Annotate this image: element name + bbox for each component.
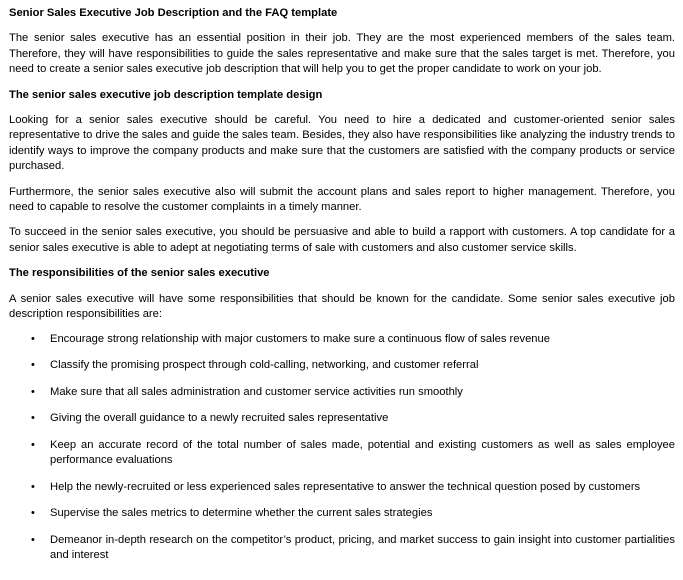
list-item: • Keep an accurate record of the total number of sales made, potential and existing customers as well as sales employee performance evaluations xyxy=(9,438,675,469)
document-title: Senior Sales Executive Job Description and the FAQ template xyxy=(9,7,338,19)
list-item: • Classify the promising prospect through cold-calling, networking, and customer referral xyxy=(9,358,675,373)
list-item: • Supervise the sales metrics to determine whether the current sales strategies xyxy=(9,506,675,521)
responsibilities-list xyxy=(9,332,675,564)
list-item: • Demeanor in-depth research on the competitor’s product, pricing, and market success to gain insight into customer partialities and interest xyxy=(9,533,675,564)
list-item: • Make sure that all sales administration and customer service activities run smoothly xyxy=(9,385,675,400)
list-item: • Encourage strong relationship with major customers to make sure a continuous flow of sales revenue xyxy=(9,332,675,347)
paragraph-furthermore: Furthermore, the senior sales executive also will submit the account plans and sales report to higher management. Therefore, you need to capable to resolve the customer complaints in a timely manner. xyxy=(9,185,675,214)
list-item: • Giving the overall guidance to a newly recruited sales representative xyxy=(9,411,675,426)
section-heading-responsibilities: The responsibilities of the senior sales executive xyxy=(9,267,270,280)
paragraph-to-succeed: To succeed in the senior sales executive, you should be persuasive and able to build a rapport with customers. A top candidate for a senior sales executive is able to adept at negotiating terms of sale with customers and also customer service skills. xyxy=(9,226,675,254)
paragraph-looking-for: Looking for a senior sales executive should be careful. You need to hire a dedicated and customer-oriented senior sales representative to drive the sales and guide the sales team. Besides, they also have responsibilities like analyzing the industry trends to identify ways to improve the company products and make sure that the customers are satisfied with the company products or service purchased. xyxy=(9,114,675,173)
list-item: • Help the newly-recruited or less experienced sales representative to answer the technical question posed by customers xyxy=(9,480,675,495)
section-heading-template-design: The senior sales executive job description template design xyxy=(9,88,323,101)
responsibilities-intro: A senior sales executive will have some responsibilities that should be known for the candidate. Some senior sales executive job description responsibilities are: xyxy=(9,292,675,321)
intro-paragraph: The senior sales executive has an essential position in their job. They are the most experienced members of the sales team. Therefore, they will have responsibilities to guide the sales representative and make sure that the sales target is met. Therefore, you need to create a senior sales executive job description that will help you to get the proper candidate to work on your job. xyxy=(9,32,675,76)
